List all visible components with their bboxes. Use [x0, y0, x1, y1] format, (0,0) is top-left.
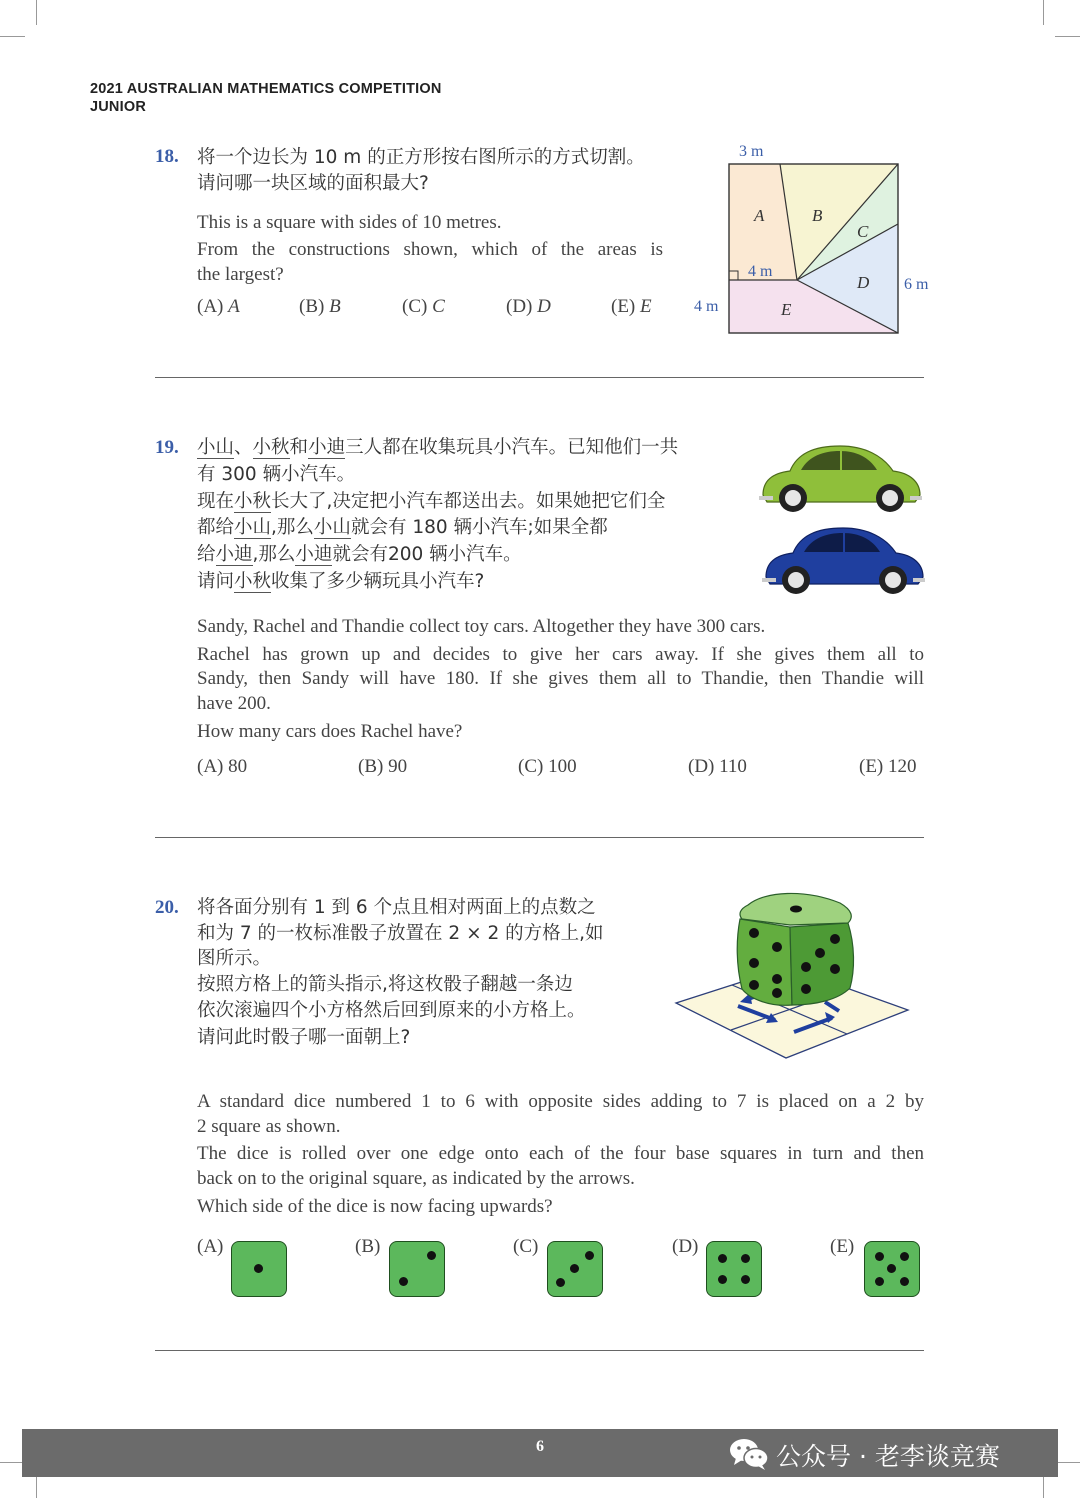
q19-zh-line-6: 请问小秋收集了多少辆玩具小汽车? [197, 571, 485, 592]
crop-mark [1043, 0, 1044, 25]
crop-mark [0, 36, 25, 37]
label-inner-4m: 4 m [748, 263, 773, 280]
q20-option-b-die-two-icon[interactable] [389, 1241, 445, 1297]
q20-option-e-label[interactable]: (E) [830, 1236, 855, 1257]
q20-option-d-die-four-icon[interactable] [706, 1241, 762, 1297]
question-number-20: 20. [155, 897, 179, 918]
pip [556, 1278, 565, 1287]
pip [718, 1275, 727, 1284]
q20-zh-line-5: 依次滚遍四个小方格然后回到原来的小方格上。 [197, 1000, 586, 1021]
q20-option-e-die-five-icon[interactable] [864, 1241, 920, 1297]
page-number: 6 [536, 1438, 544, 1455]
pip [875, 1277, 884, 1286]
divider [155, 1350, 924, 1351]
q20-en-line-1: A standard dice numbered 1 to 6 with opposite sides adding to 7 is placed on a 2 by [197, 1091, 924, 1112]
pip [254, 1264, 263, 1273]
q20-en-line-3: The dice is rolled over one edge onto each of the four base squares in turn and then [197, 1143, 924, 1164]
label-top-3m: 3 m [739, 143, 764, 160]
q19-zh-line-1: 小山、小秋和小迪三人都在收集玩具小汽车。已知他们一共 [197, 437, 679, 458]
q19-option-b[interactable]: (B) 90 [358, 756, 408, 777]
q20-option-a-die-one-icon[interactable] [231, 1241, 287, 1297]
label-right-6m: 6 m [904, 276, 929, 293]
q19-en-line-4: have 200. [197, 693, 271, 714]
pip [585, 1251, 594, 1260]
q20-zh-line-2: 和为 7 的一枚标准骰子放置在 2 × 2 的方格上,如 [197, 923, 604, 944]
label-left-4m: 4 m [694, 298, 719, 315]
watermark-text: 公众号 · 老李谈竞赛 [776, 1442, 1000, 1471]
q18-option-b[interactable]: (B) B [299, 296, 341, 317]
q19-zh-line-3: 现在小秋长大了,决定把小汽车都送出去。如果她把它们全 [197, 491, 666, 512]
q20-en-line-5: Which side of the dice is now facing upwards? [197, 1196, 553, 1217]
pip [427, 1251, 436, 1260]
q19-option-e[interactable]: (E) 120 [859, 756, 917, 777]
wechat-icon [728, 1436, 770, 1472]
q19-zh-line-4: 都给小山,那么小山就会有 180 辆小汽车;如果全都 [197, 517, 608, 538]
competition-title: 2021 AUSTRALIAN MATHEMATICS COMPETITION [90, 81, 442, 97]
q18-option-a[interactable]: (A) A [197, 296, 240, 317]
q19-en-line-5: How many cars does Rachel have? [197, 721, 463, 742]
pip [718, 1254, 727, 1263]
divider [155, 837, 924, 838]
q18-option-c[interactable]: (C) C [402, 296, 445, 317]
region-label-d: D [857, 273, 870, 292]
question-number-19: 19. [155, 437, 179, 458]
q19-en-line-1: Sandy, Rachel and Thandie collect toy cars. Altogether they have 300 cars. [197, 616, 766, 637]
q18-en-line-1: This is a square with sides of 10 metres. [197, 212, 502, 233]
q19-option-c[interactable]: (C) 100 [518, 756, 577, 777]
q20-option-c-die-three-icon[interactable] [547, 1241, 603, 1297]
pip [900, 1277, 909, 1286]
region-label-b: B [812, 206, 823, 225]
crop-mark [1055, 1462, 1080, 1463]
q18-en-line-2: From the constructions shown, which of the areas is [197, 239, 663, 260]
pip [900, 1252, 909, 1261]
region-label-a: A [754, 206, 765, 225]
pip [741, 1275, 750, 1284]
region-label-e: E [781, 300, 792, 319]
q19-en-line-3: Sandy, then Sandy will have 180. If she gives them all to Thandie, then Thandie will [197, 668, 924, 689]
q20-option-d-label[interactable]: (D) [672, 1236, 699, 1257]
q18-zh-line-2: 请问哪一块区域的面积最大? [197, 173, 429, 194]
blue-toy-car-image [758, 522, 928, 597]
pip [570, 1264, 579, 1273]
q20-option-c-label[interactable]: (C) [513, 1236, 539, 1257]
region-label-c: C [857, 222, 869, 241]
q20-option-a-label[interactable]: (A) [197, 1236, 224, 1257]
question-number-18: 18. [155, 146, 179, 167]
divider [155, 377, 924, 378]
q18-option-d[interactable]: (D) D [506, 296, 551, 317]
q18-square-figure [690, 140, 940, 340]
q18-zh-line-1: 将一个边长为 10 m 的正方形按右图所示的方式切割。 [197, 147, 645, 168]
q19-zh-line-5: 给小迪,那么小迪就会有200 辆小汽车。 [197, 544, 522, 565]
q20-zh-line-3: 图所示。 [197, 948, 272, 969]
q20-en-line-4: back on to the original square, as indicated by the arrows. [197, 1168, 635, 1189]
pip [875, 1252, 884, 1261]
q19-en-line-2: Rachel has grown up and decides to give her cars away. If she gives them all to [197, 644, 924, 665]
crop-mark [1055, 36, 1080, 37]
dice-on-grid-figure [670, 885, 915, 1065]
q20-zh-line-1: 将各面分别有 1 到 6 个点且相对两面上的点数之 [197, 897, 596, 918]
division-label: JUNIOR [90, 99, 146, 115]
pip [741, 1254, 750, 1263]
q20-option-b-label[interactable]: (B) [355, 1236, 381, 1257]
q19-option-a[interactable]: (A) 80 [197, 756, 248, 777]
q19-zh-line-2: 有 300 辆小汽车。 [197, 464, 356, 485]
q19-option-d[interactable]: (D) 110 [688, 756, 747, 777]
q18-en-line-3: the largest? [197, 264, 284, 285]
green-toy-car-image [755, 440, 925, 515]
q20-en-line-2: 2 square as shown. [197, 1116, 341, 1137]
pip [887, 1264, 896, 1273]
crop-mark [36, 0, 37, 25]
q20-zh-line-4: 按照方格上的箭头指示,将这枚骰子翻越一条边 [197, 974, 573, 995]
q18-option-e[interactable]: (E) E [611, 296, 652, 317]
pip [399, 1277, 408, 1286]
q20-zh-line-6: 请问此时骰子哪一面朝上? [197, 1027, 411, 1048]
